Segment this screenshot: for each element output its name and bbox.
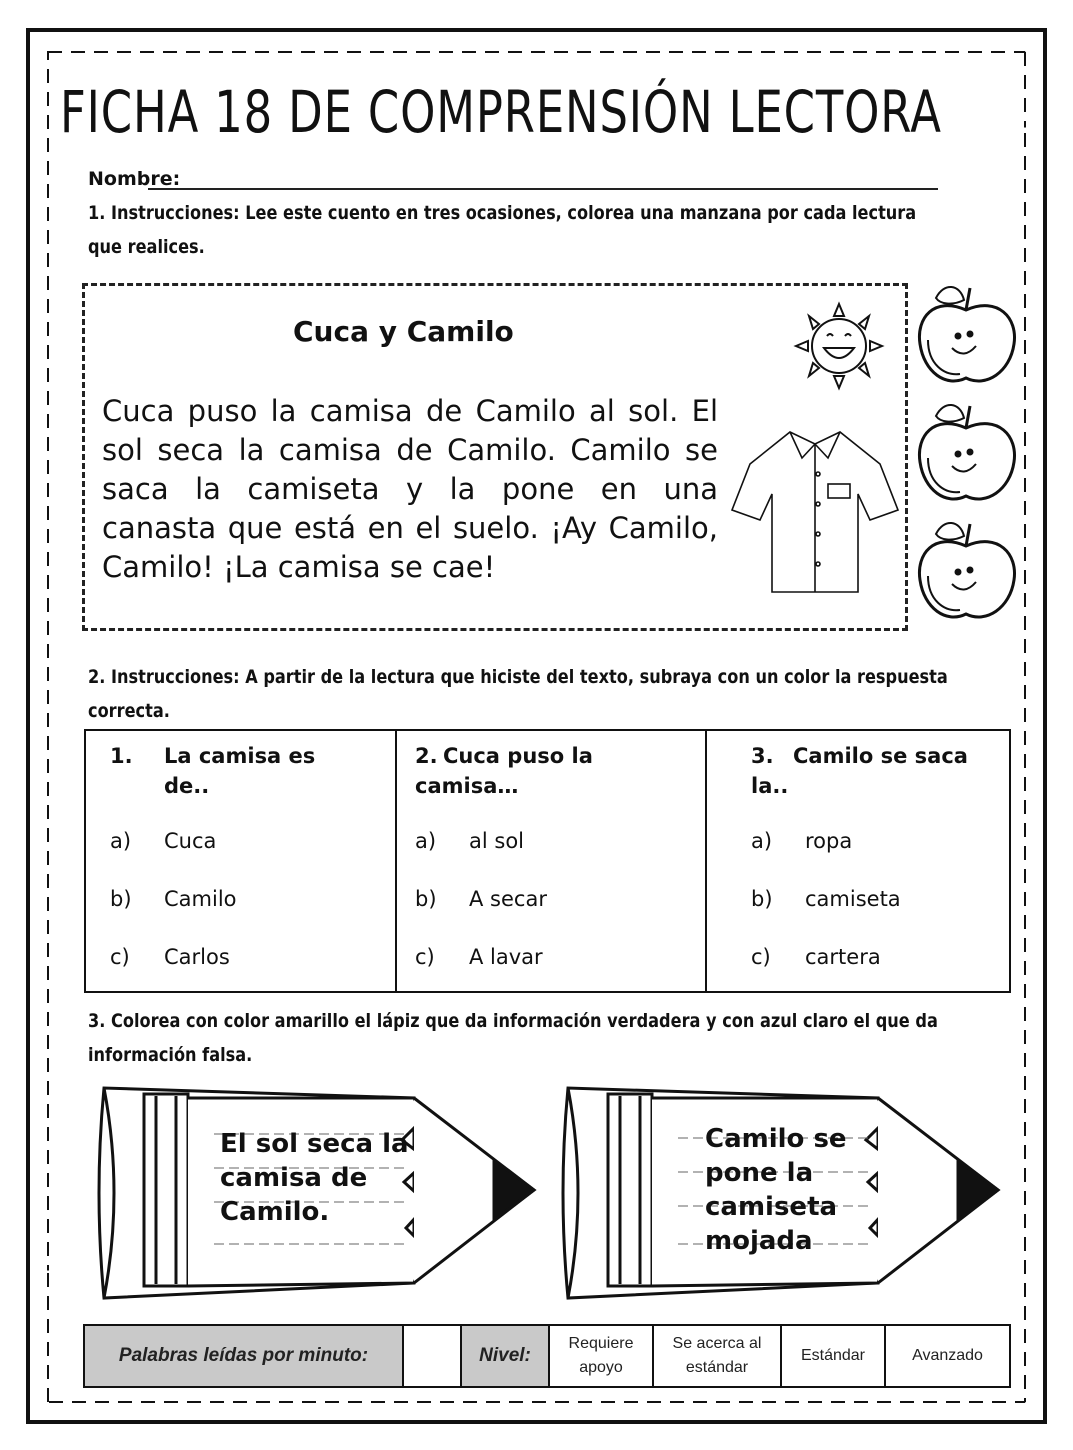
option-text[interactable]: Cuca [164, 829, 217, 853]
shirt-icon [730, 424, 900, 596]
question-3 [705, 731, 1009, 991]
option-text[interactable]: ropa [805, 829, 853, 853]
option-text[interactable]: Carlos [164, 945, 230, 969]
reading-level-table [83, 1324, 1011, 1388]
level-estandar[interactable]: Estándar [782, 1326, 886, 1386]
level-avanzado[interactable]: Avanzado [912, 1347, 983, 1364]
option-letter: b) [751, 887, 773, 911]
option-text[interactable]: al sol [469, 829, 525, 853]
instruction-3-line-2: información falsa. [88, 1044, 253, 1066]
option-letter: c) [110, 945, 130, 969]
option-text[interactable]: Camilo [164, 887, 237, 911]
nombre-line[interactable] [148, 188, 938, 190]
option-letter: a) [751, 829, 773, 853]
instruction-1-line-2: que realices. [88, 236, 205, 258]
option-text[interactable]: A secar [469, 887, 547, 911]
nivel-label: Nivel: [462, 1326, 550, 1386]
ppm-value-cell[interactable] [404, 1326, 462, 1386]
ppm-label: Palabras leídas por minuto: [85, 1326, 404, 1386]
option-letter: c) [415, 945, 435, 969]
question-2 [395, 731, 705, 991]
pencil-1-text [220, 1127, 409, 1229]
sun-icon [784, 296, 894, 396]
apples-column [914, 278, 1020, 626]
option-letter: a) [110, 829, 132, 853]
story-title: Cuca y Camilo [293, 315, 514, 348]
instruction-2-line-1: 2. Instrucciones: A partir de la lectura que hiciste del texto, subraya con un color la respuesta [88, 666, 948, 688]
pencil-1-line: camisa de [220, 1163, 368, 1193]
instruction-3-line-1: 3. Colorea con color amarillo el lápiz que da información verdadera y con azul claro el que da [88, 1010, 938, 1032]
instruction-1-line-1: 1. Instrucciones: Lee este cuento en tres ocasiones, colorea una manzana por cada lectura [88, 202, 917, 224]
option-text[interactable]: cartera [805, 945, 881, 969]
pencil-2-line: camiseta [705, 1192, 838, 1222]
questions-table [84, 729, 1011, 993]
instruction-2-line-2: correcta. [88, 700, 170, 722]
option-text[interactable]: camiseta [805, 887, 901, 911]
story-text: Cuca puso la camisa de Camilo al sol. El sol seca la camisa de Camilo. Camilo se saca la camiseta y la pone en una canasta que está en el suelo. ¡Ay Camilo, Camilo! ¡La camisa se cae! [102, 394, 718, 584]
option-letter: c) [751, 945, 771, 969]
question-3-text-line-2: la.. [751, 774, 789, 798]
question-1-number: 1. [110, 744, 133, 768]
pencil-2-line: mojada [705, 1226, 813, 1256]
pencil-2-line: pone la [705, 1158, 814, 1188]
question-1 [86, 731, 395, 991]
level-se-acerca[interactable]: Se acerca al estándar [654, 1326, 782, 1386]
pencil-1-line: El sol seca la [220, 1129, 409, 1159]
pencil-1-line: Camilo. [220, 1197, 330, 1227]
question-3-text-line-1: Camilo se saca [793, 744, 968, 768]
apple-icon[interactable] [919, 287, 1014, 381]
option-letter: b) [110, 887, 132, 911]
pencil-2-line: Camilo se [705, 1124, 847, 1154]
question-3-number: 3. [751, 744, 774, 768]
question-1-text-line-1: La camisa es [164, 744, 316, 768]
option-letter: b) [415, 887, 437, 911]
page-title: FICHA 18 DE COMPRENSIÓN LECTORA [60, 78, 942, 146]
nombre-label: Nombre: [88, 168, 181, 190]
question-2-text-line-2: camisa… [415, 774, 519, 798]
question-1-text-line-2: de.. [164, 774, 210, 798]
option-letter: a) [415, 829, 437, 853]
option-text[interactable]: A lavar [469, 945, 543, 969]
question-2-number: 2. [415, 744, 438, 768]
pencil-2-text [705, 1122, 847, 1258]
question-2-text-line-1: Cuca puso la [443, 744, 593, 768]
level-requiere-apoyo[interactable]: Requiere apoyo [550, 1326, 654, 1386]
apple-icon[interactable] [919, 523, 1014, 617]
apple-icon[interactable] [919, 405, 1014, 499]
